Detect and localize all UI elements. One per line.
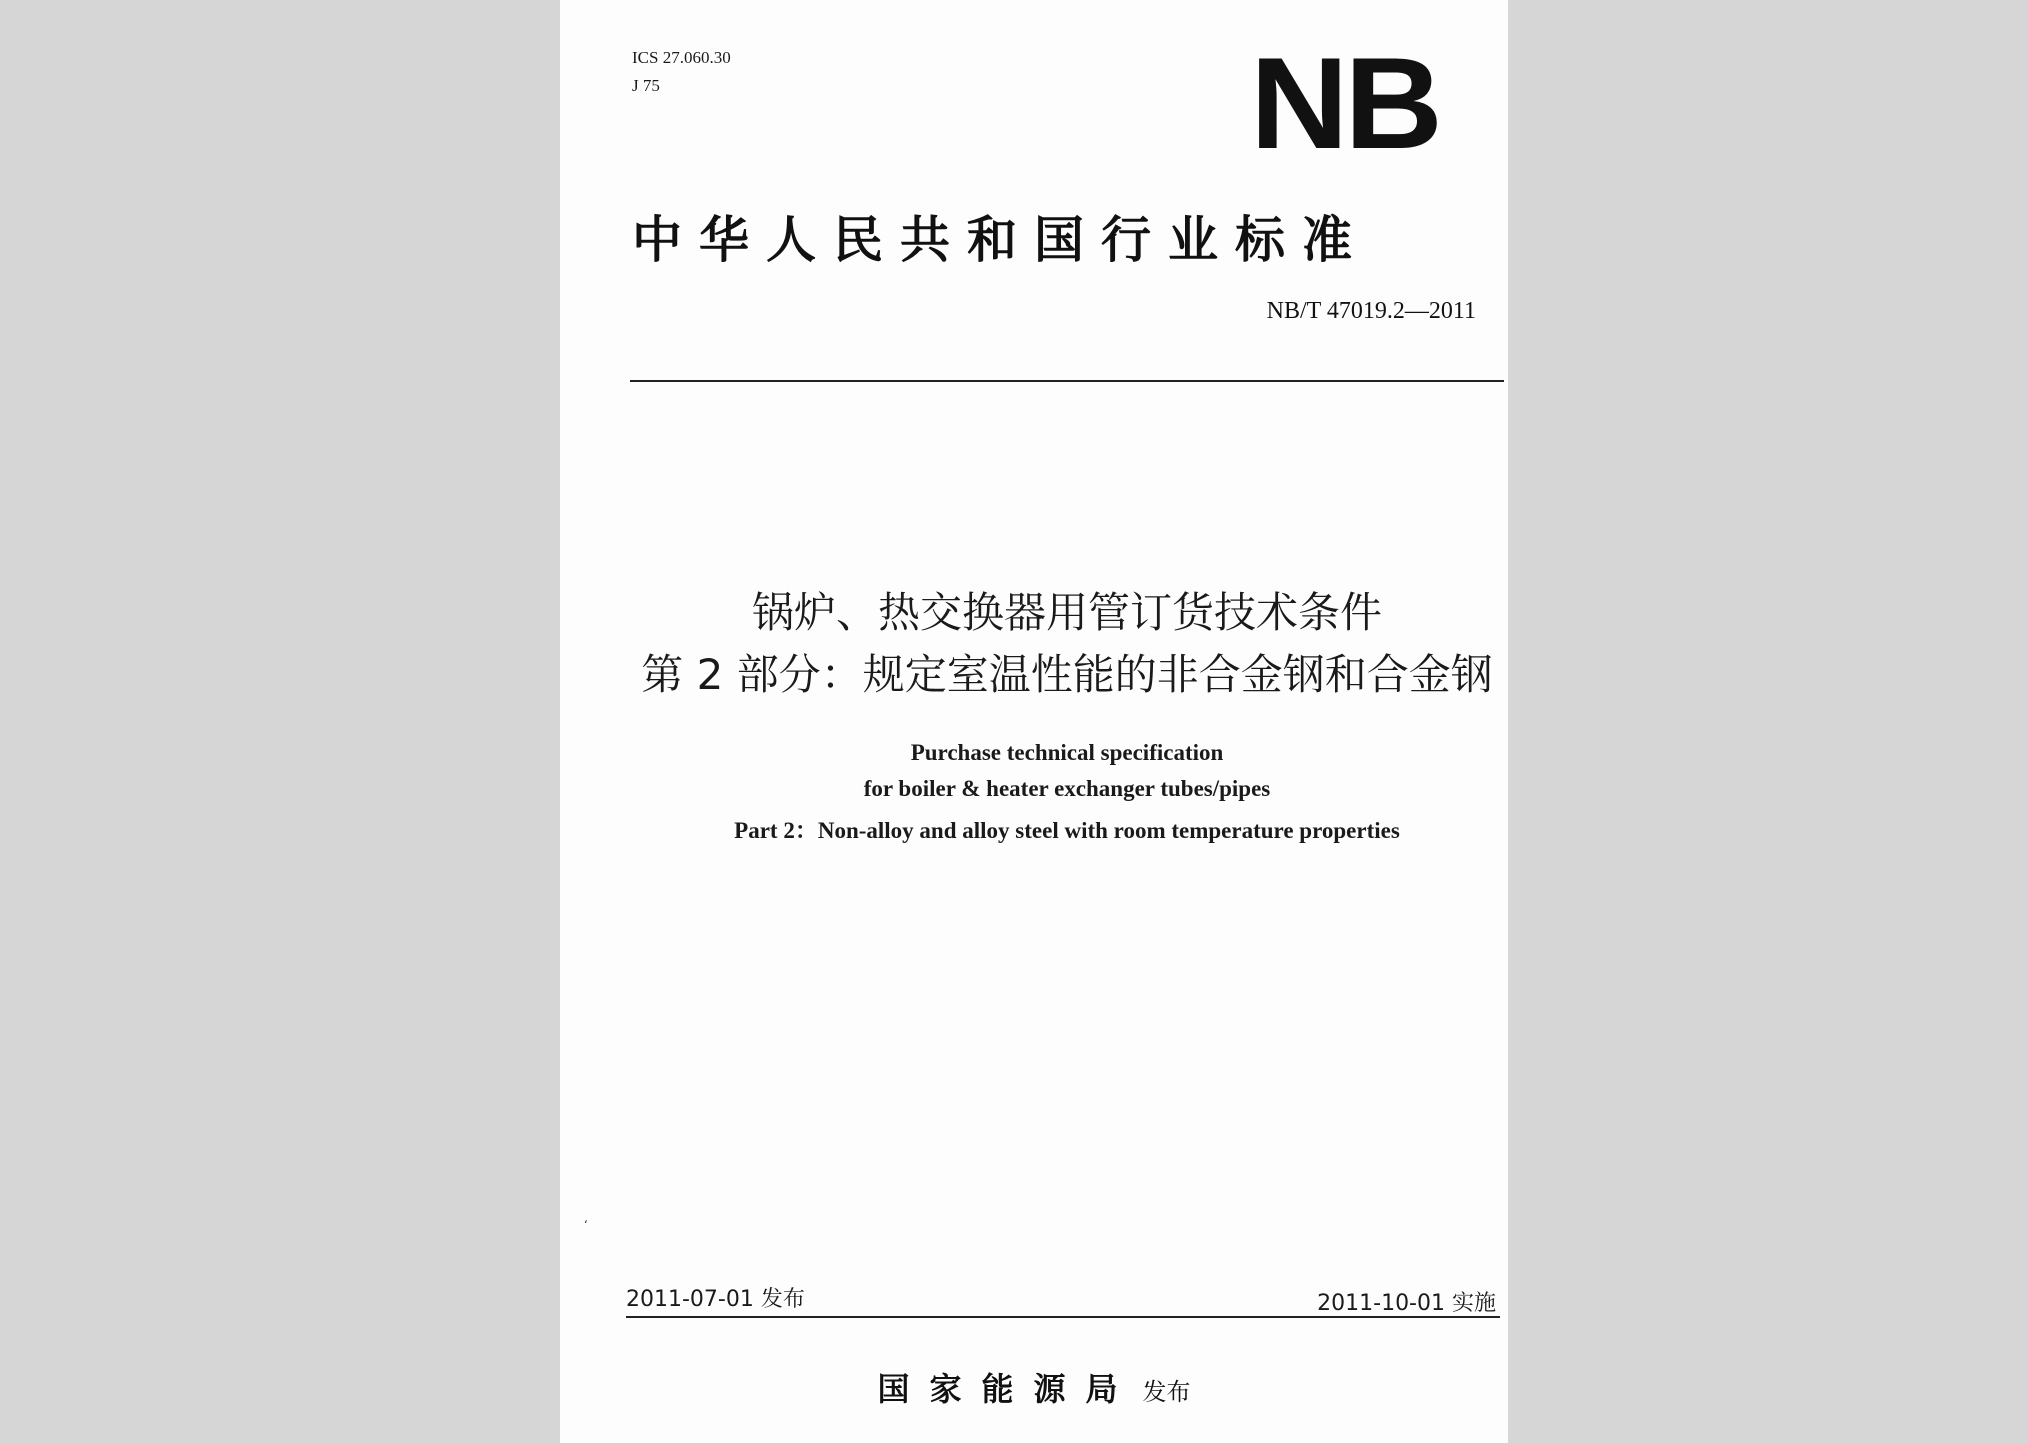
scan-mark: ‘ bbox=[584, 1218, 588, 1232]
issue-date: 2011-07-01 发布 bbox=[626, 1287, 805, 1312]
standard-number: NB/T 47019.2—2011 bbox=[1266, 298, 1476, 324]
document-page bbox=[560, 0, 1508, 1443]
bottom-divider bbox=[626, 1316, 1500, 1318]
standard-category-title: 中华人民共和国行业标准 bbox=[632, 210, 1369, 269]
chinese-title-line-2: 第 2 部分：规定室温性能的非合金钢和合金钢 bbox=[641, 650, 1493, 699]
issuer bbox=[560, 1364, 1508, 1410]
ics-code: ICS 27.060.30 bbox=[632, 48, 731, 67]
nb-logo: NB bbox=[1250, 30, 1439, 176]
issuer-suffix: 发布 bbox=[1142, 1378, 1191, 1406]
implementation-date: 2011-10-01 实施 bbox=[1317, 1291, 1496, 1316]
english-title-line-3: Part 2：Non-alloy and alloy steel with room temperature properties bbox=[734, 818, 1400, 843]
english-title-line-2: for boiler & heater exchanger tubes/pipes bbox=[863, 776, 1271, 801]
top-divider bbox=[630, 380, 1504, 382]
english-title-line-1: Purchase technical specification bbox=[910, 740, 1224, 765]
issuer-name: 国家能源局 bbox=[877, 1370, 1138, 1408]
ccs-code: J 75 bbox=[632, 76, 660, 95]
chinese-title-line-1: 锅炉、热交换器用管订货技术条件 bbox=[751, 588, 1382, 637]
